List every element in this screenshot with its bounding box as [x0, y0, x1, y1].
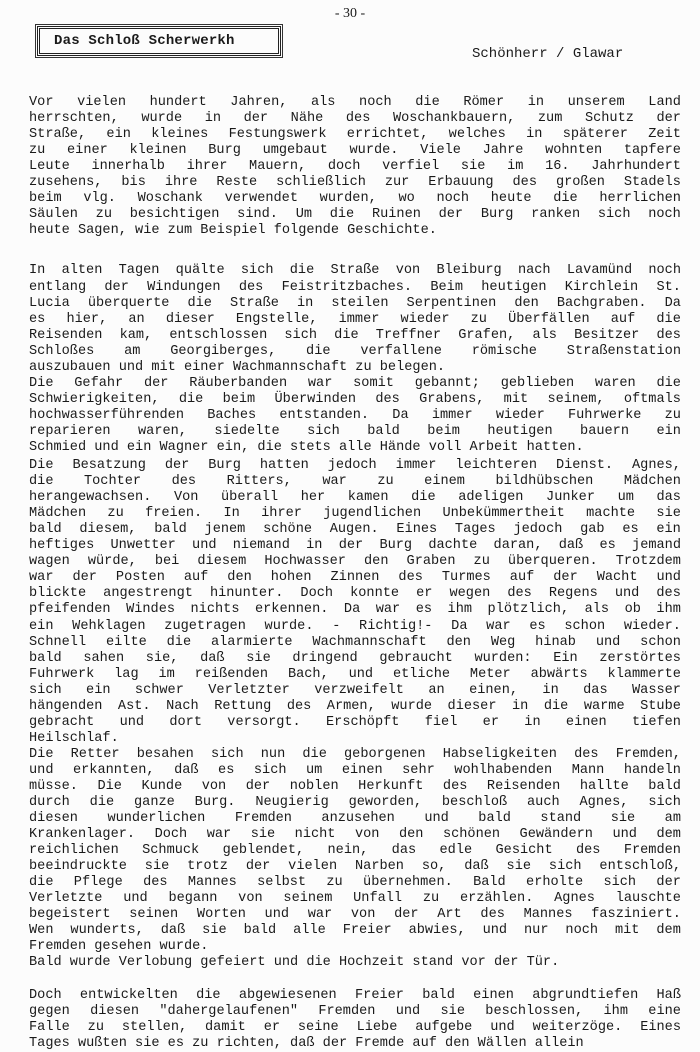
text-line: Bald wurde Verlobung gefeiert und die Hochzeit stand vor der Tür. [29, 955, 560, 971]
paragraph [29, 263, 681, 375]
text-line: beim vlg. Woschank verwendet wurden, wo noch heute die herrlichen [29, 191, 681, 207]
text-line: Verletzte und begann von seinem Unfall zu erzählen. Agnes lauschte [29, 891, 681, 907]
text-line: Schnell eilte die alarmierte Wachmannschaft den Weg hinab und schon [29, 634, 681, 650]
text-line: hängenden Ast. Nach Rettung des Armen, wurde dieser in die warme Stube [29, 698, 681, 714]
text-line: die Pflege des Mannes selbst zu übernehmen. Bald erholte sich der [29, 875, 681, 891]
text-line: pfeifenden Windes nichts erkennen. Da war es ihm plötzlich, als ob ihm [29, 602, 681, 618]
text-line: Reisenden kam, entschlossen sich die Treffner Grafen, als Besitzer des [29, 327, 681, 343]
text-line: Wen wunderts, daß sie bald alle Freier abwies, und nur noch mit dem [29, 923, 681, 939]
paragraph [29, 458, 681, 747]
text-line: Vor vielen hundert Jahren, als noch die Römer in unserem Land [29, 95, 681, 110]
text-line: und erkannten, daß es sich um einen sehr wohlhabenden Mann handeln [29, 762, 681, 778]
text-line: es hier, an dieser Engstelle, immer wieder zu Überfällen auf die [29, 311, 681, 327]
text-line: auszubauen und mit einer Wachmannschaft zu belegen. [29, 359, 446, 375]
text-line: zu einer kleinen Burg umgebaut wurde. Viele Jahre wohnten tapfere [29, 143, 681, 159]
story-title-box [37, 26, 281, 56]
text-line: reparieren waren, siedelte sich bald beim heutigen bauern ein [29, 423, 681, 439]
text-line: begeistert seinen Worten und war von der Art des Mannes fasziniert. [29, 907, 681, 923]
text-line: Tages wußten sie es zu richten, daß der Fremde auf den Wällen allein [29, 1035, 584, 1051]
text-line: zusehens, bis ihre Reste schließlich zur Erbauung des großen Stadels [29, 175, 681, 191]
text-line: Falle zu stellen, damit er seine Liebe aufgebe und weiterzöge. Eines [29, 1019, 681, 1035]
paragraph [29, 95, 681, 239]
text-line: war der Posten auf den hohen Zinnen des Turmes auf der Wacht und [29, 570, 681, 586]
text-line: Mädchen zu freien. In ihrer jugendlichen Unbekümmertheit machte sie [29, 506, 681, 522]
text-line: heute Sagen, wie zum Beispiel folgende Geschichte. [29, 223, 437, 239]
text-line: reichlichen Schmuck geblendet, nein, das edle Gesicht des Fremden [29, 843, 681, 859]
text-line: Fuhrwerk lag im reißenden Bach, und etliche Meter abwärts klammerte [29, 666, 681, 682]
text-line: heftiges Unwetter und niemand in der Burg dachte daran, daß es jemand [29, 538, 681, 554]
story-body [29, 95, 681, 1052]
text-line: Straße, ein kleines Festungswerk errichtet, welches in späterer Zeit [29, 127, 681, 143]
text-line: wagen würde, bei diesem Hochwasser den Graben zu überqueren. Trotzdem [29, 554, 681, 570]
text-line: In alten Tagen quälte sich die Straße von Bleiburg nach Lavamünd noch [29, 263, 681, 279]
text-line: bald sahen sie, daß sie dringend gebraucht wurden: Ein zerstörtes [29, 650, 681, 666]
text-line: gebracht und dort versorgt. Erschöpft fiel er in einen tiefen [29, 714, 681, 730]
paragraph [29, 747, 681, 956]
text-line: entlang der Windungen des Feistritzbaches. Beim heutigen Kirchlein St. [29, 279, 681, 295]
text-line: Schwierigkeiten, die beim Überwinden des Grabens, mit seinem, oftmals [29, 391, 681, 407]
text-line: Lucia überquerte die Straße in steilen Serpentinen den Bachgraben. Da [29, 295, 681, 311]
text-line: diesen wunderlichen Fremden anzusehen und bald stand sie am [29, 811, 681, 827]
text-line: Schmied und ein Wagner ein, die stets alle Hände voll Arbeit hatten. [29, 439, 584, 455]
text-line: herangewachsen. Von überall her kamen die adeligen Junker um das [29, 490, 681, 506]
text-line: beeindruckte sie trotz der vielen Narben so, daß sie sich entschloß, [29, 859, 681, 875]
text-line: Die Gefahr der Räuberbanden war somit gebannt; geblieben waren die [29, 375, 681, 391]
text-line: gegen diesen "dahergelaufenen" Fremden und sie beschlossen, ihm eine [29, 1003, 681, 1019]
text-line: hochwasserführenden Baches entstanden. Da immer wieder Fuhrwerke zu [29, 407, 681, 423]
text-line: Heilschlaf. [29, 730, 119, 746]
text-line: die Tochter des Ritters, war zu einem bildhübschen Mädchen [29, 474, 681, 490]
paragraph [29, 376, 681, 456]
text-line: bald diesem, bald jenem schöne Augen. Eines Tages jedoch gab es ein [29, 522, 681, 538]
text-line: Die Retter besahen sich nun die geborgenen Habseligkeiten des Fremden, [29, 746, 681, 762]
paragraph [29, 955, 681, 971]
story-title: Das Schloß Scherwerkh [54, 33, 235, 49]
authors: Schönherr / Glawar [472, 46, 624, 62]
text-line: Säulen zu besichtigen sind. Um die Ruinen der Burg ranken sich noch [29, 207, 681, 223]
paragraph [29, 988, 681, 1052]
page-number: - 30 - [334, 6, 366, 21]
text-line: müsse. Die Kunde von der noblen Herkunft des Reisenden hallte bald [29, 778, 681, 794]
text-line: ein Wehklagen zugetragen wurde. - Richtig!- Da war es schon wieder. [29, 618, 681, 634]
text-line: Die Besatzung der Burg hatten jedoch immer leichteren Dienst. Agnes, [29, 458, 681, 474]
text-line: blickte angestrengt hinunter. Doch konnte er wegen des Regens und des [29, 586, 681, 602]
text-line: Krankenlager. Doch war sie nicht von den schönen Gewändern und dem [29, 827, 681, 843]
text-line: herrschten, wurde in der Nähe des Woschankbauern, zum Schutz der [29, 111, 681, 127]
text-line: Leute innerhalb ihrer Mauern, doch verfiel sie im 16. Jahrhundert [29, 159, 681, 175]
text-line: sich ein schwer Verletzter verzweifelt an einen, in das Wasser [29, 682, 681, 698]
text-line: durch die ganze Burg. Neugierig geworden, beschloß auch Agnes, sich [29, 795, 681, 811]
text-line: Doch entwickelten die abgewiesenen Freier bald einen abgrundtiefen Haß [29, 987, 681, 1003]
text-line: Schloßes am Georgiberges, die verfallene römische Straßenstation [29, 343, 681, 359]
text-line: Fremden gesehen wurde. [29, 939, 209, 955]
